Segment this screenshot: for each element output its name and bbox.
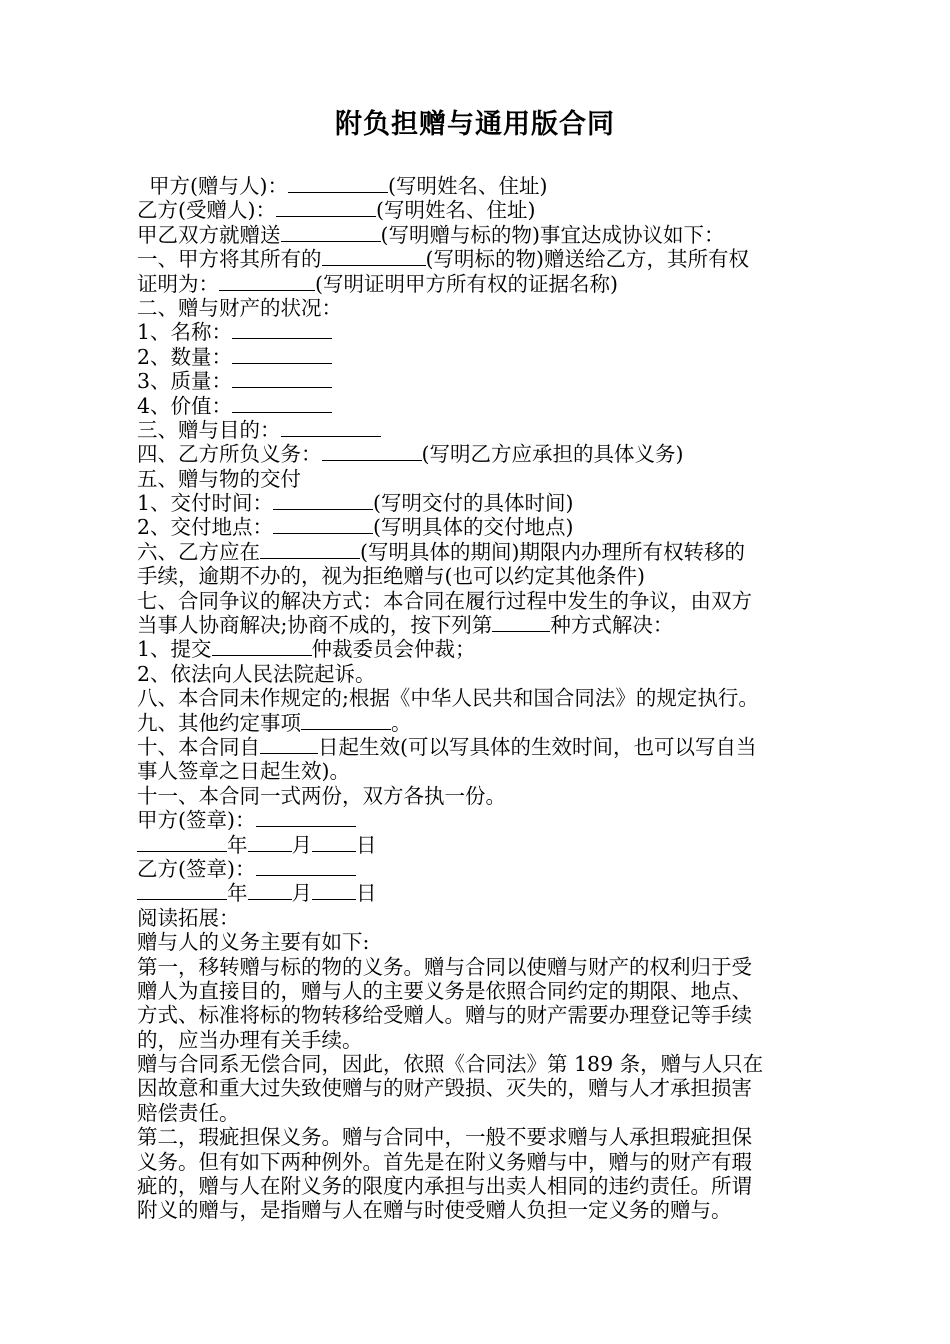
extension-para-2: 因故意和重大过失致使赠与的财产毁损、灭失的，赠与人才承担损害: [137, 1076, 752, 1101]
method-blank: [492, 613, 550, 632]
time-blank: [273, 491, 373, 510]
extension-para-1: 的，应当办理有关手续。: [137, 1027, 363, 1052]
quality-blank: [232, 369, 332, 388]
obligation-blank: [322, 442, 422, 461]
party-b-sign-blank: [256, 857, 356, 876]
clause-1-line: 一、甲方将其所有的 (写明标的物)赠送给乙方，其所有权: [137, 247, 749, 272]
extension-para-1: 赠人为直接目的，赠与人的主要义务是依照合同约定的期限、地点、: [137, 978, 752, 1003]
value-blank: [232, 394, 332, 413]
purpose-blank: [281, 418, 381, 437]
year-blank-b: [137, 881, 227, 900]
clause-11-line: 十一、本合同一式两份，双方各执一份。: [137, 783, 506, 808]
clause-7-line: 七、合同争议的解决方式：本合同在履行过程中发生的争议，由双方: [137, 588, 752, 613]
party-a-sign: 甲方(签章)：: [137, 808, 817, 832]
party-a-date: 年 月 日: [137, 833, 817, 857]
extension-para-3: 疵的，赠与人在附义务的限度内承担与出卖人相同的违约责任。所谓: [137, 1174, 752, 1199]
delivery-time: 1、交付时间： (写明交付的具体时间): [137, 491, 574, 516]
clause-7-cont: 当事人协商解决;协商不成的，按下列第 种方式解决：: [137, 613, 674, 638]
extension-para-1: 第一，移转赠与标的物的义务。赠与合同以使赠与财产的权利归于受: [137, 954, 752, 979]
agreement-line: 甲乙双方就赠送 (写明赠与标的物)事宜达成协议如下：: [137, 222, 725, 247]
clause-6-line: 六、乙方应在 (写明具体的期间)期限内办理所有权转移的: [137, 539, 745, 564]
quantity-blank: [232, 345, 332, 364]
name-blank: [232, 320, 332, 339]
contract-body: [137, 174, 817, 1223]
donor-blank: [288, 174, 388, 193]
clause-6-cont: 手续，逾期不办的，视为拒绝赠与(也可以约定其他条件): [137, 564, 645, 589]
clause-4-line: 四、乙方所负义务： (写明乙方应承担的具体义务): [137, 442, 684, 467]
month-blank-b: [248, 881, 292, 900]
delivery-place: 2、交付地点： (写明具体的交付地点): [137, 515, 574, 540]
object-blank: [322, 247, 426, 266]
clause-2-heading: 二、赠与财产的状况：: [137, 295, 342, 320]
extension-para-3: 第二，瑕疵担保义务。赠与合同中，一般不要求赠与人承担瑕疵担保: [137, 1125, 752, 1150]
arbitration-blank: [212, 637, 312, 656]
clause-3-line: 三、赠与目的：: [137, 418, 817, 442]
extension-para-1: 方式、标准将标的物转移给受赠人。赠与的财产需要办理登记等手续: [137, 1003, 752, 1028]
document-title: 附负担赠与通用版合同: [335, 109, 615, 140]
extension-para-2: 赠与合同系无偿合同，因此，依照《合同法》第 189 条，赠与人只在: [137, 1052, 764, 1077]
clause-9-line: 九、其他约定事项 。: [137, 710, 412, 735]
clause-10-line: 十、本合同自 日起生效(可以写具体的生效时间，也可以写自当: [137, 734, 757, 759]
other-blank: [301, 711, 391, 730]
clause-1-cont: 证明为： (写明证明甲方所有权的证据名称): [137, 271, 618, 296]
year-blank-a: [137, 833, 227, 852]
party-a-sign-blank: [256, 808, 356, 827]
reading-extension-heading: 阅读拓展：: [137, 905, 240, 930]
donee-line: 乙方(受赠人)： (写明姓名、住址): [137, 198, 536, 223]
place-blank: [273, 515, 373, 534]
proof-blank: [219, 272, 315, 291]
court-line: 2、依法向人民法院起诉。: [137, 661, 376, 686]
period-blank: [260, 540, 360, 559]
extension-para-3: 义务。但有如下两种例外。首先是在附义务赠与中，赠与的财产有瑕: [137, 1149, 752, 1174]
day-blank-b: [312, 881, 356, 900]
extension-para-3: 附义的赠与，是指赠与人在赠与时使受赠人负担一定义务的赠与。: [137, 1198, 732, 1223]
arbitration-line: 1、提交 仲裁委员会仲裁；: [137, 637, 476, 662]
clause-5-heading: 五、赠与物的交付: [137, 466, 301, 491]
gift-blank: [281, 223, 381, 242]
item-quality: 3、质量：: [137, 369, 817, 393]
item-value: 4、价值：: [137, 394, 817, 418]
extension-para-2: 赔偿责任。: [137, 1100, 240, 1125]
donee-blank: [276, 198, 376, 217]
clause-8-line: 八、本合同未作规定的;根据《中华人民共和国合同法》的规定执行。: [137, 686, 759, 711]
item-name: 1、名称：: [137, 320, 817, 344]
effective-blank: [260, 735, 318, 754]
month-blank-a: [248, 833, 292, 852]
extension-intro: 赠与人的义务主要有如下:: [137, 930, 370, 955]
donor-line: 甲方(赠与人)： (写明姓名、住址): [149, 174, 548, 198]
clause-10-cont: 事人签章之日起生效)。: [137, 759, 350, 784]
day-blank-a: [312, 833, 356, 852]
item-quantity: 2、数量：: [137, 345, 817, 369]
party-b-sign: 乙方(签章)：: [137, 857, 817, 881]
party-b-date: 年 月 日: [137, 881, 817, 905]
